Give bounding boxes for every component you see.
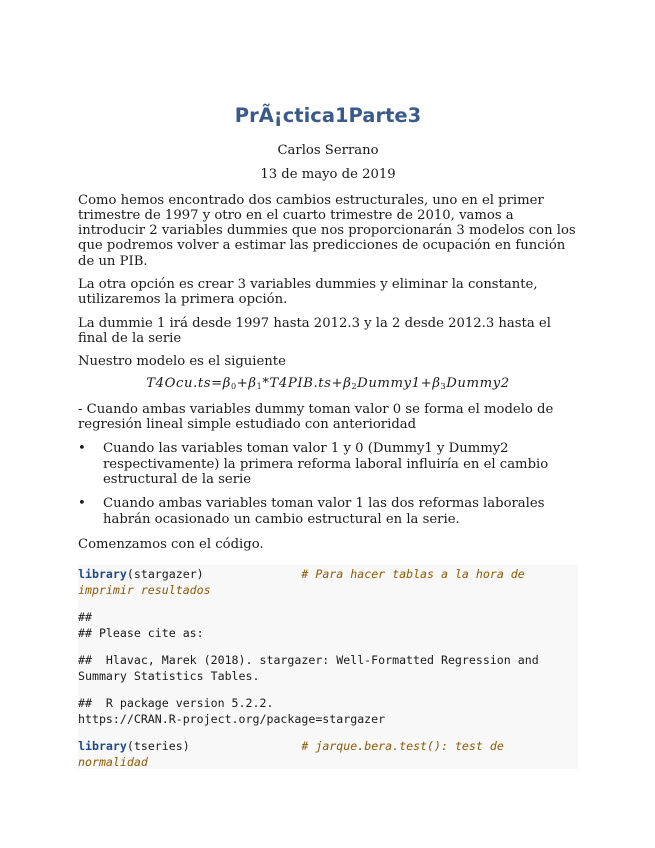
dummy-zero-paragraph: - Cuando ambas variables dummy toman valor 0 se forma el modelo de regresión lineal simple estudiado con anterioridad [78,401,554,433]
document-author: Carlos Serrano [277,143,379,158]
bullet-marker: • [78,496,86,512]
formula-sub1: 1 [256,381,263,391]
code-comment: normalidad [78,755,148,769]
code-padding [204,567,302,581]
code-line-library-stargazer [78,567,578,582]
formula-beta3: β [432,375,441,391]
bullet-marker: • [78,441,86,457]
list-item-text: Cuando las variables toman valor 1 y 0 (Dummy1 y Dummy2 respectivamente) la primera reforma laboral influiría en el cambio estructural de la serie [103,441,549,488]
document-title: PrÃ¡ctica1Parte3 [234,104,422,127]
formula-beta2: β [343,375,352,391]
code-comment: # Para hacer tablas a la hora de [301,567,525,581]
code-padding [190,739,302,753]
output-line: ## Please cite as: [78,626,204,640]
formula-plus: + [236,375,249,391]
list-item-text: Cuando ambas variables toman valor 1 las dos reformas laborales habrán ocasionado un cambio estructural en la serie. [103,496,545,527]
output-line: https://CRAN.R-project.org/package=stargazer [78,712,386,726]
option-paragraph: La otra opción es crear 3 variables dummies y eliminar la constante, utilizaremos la primera opción. [78,277,538,308]
list-item [78,496,578,527]
output-line: ## R package version 5.2.2. [78,696,274,710]
code-line-library-tseries [78,739,578,754]
cases-list [78,441,578,526]
document-body [78,96,578,552]
output-line: ## Hlavac, Marek (2018). stargazer: Well-Formatted Regression and [78,653,539,667]
formula-sub0: 0 [231,381,237,391]
code-keyword: library [78,567,127,581]
dummy-range-paragraph: La dummie 1 irá desde 1997 hasta 2012.3 y la 2 desde 2012.3 hasta el final de la serie [78,315,551,346]
code-keyword: library [78,739,127,753]
code-comment: imprimir resultados [78,583,211,597]
formula-sub3: 3 [440,381,447,391]
list-item [78,441,578,487]
formula-sub2: 2 [351,381,358,391]
code-argument: (stargazer) [126,567,204,581]
formula-term3: Dummy2 [446,375,510,391]
output-line: ## [78,610,92,624]
output-line: Summary Statistics Tables. [78,669,260,683]
formula-term1: *T4PIB.ts+ [262,375,344,391]
code-comment-continuation [78,583,578,598]
code-argument: (tseries) [126,739,190,753]
formula-beta1: β [248,375,257,391]
document-date: 13 de mayo de 2019 [260,167,396,183]
model-intro-paragraph: Nuestro modelo es el siguiente [78,354,286,370]
model-formula [78,376,578,394]
formula-term2: Dummy1+ [357,375,433,391]
code-intro-paragraph: Comenzamos con el código. [78,536,264,552]
code-comment-continuation [78,755,578,770]
intro-paragraph: Como hemos encontrado dos cambios estructurales, uno en el primer trimestre de 1997 y otro en el cuarto trimestre de 2010, vamos a introducir 2 variables dummies que nos proporcionarán 3 modelos con los que podremos volver a estimar las predicciones de ocupación en función de un PIB. [78,192,576,269]
formula-lhs: T4Ocu.ts= [146,375,223,391]
code-comment: # jarque.bera.test(): test de [301,739,504,753]
formula-beta0: β [222,375,232,391]
